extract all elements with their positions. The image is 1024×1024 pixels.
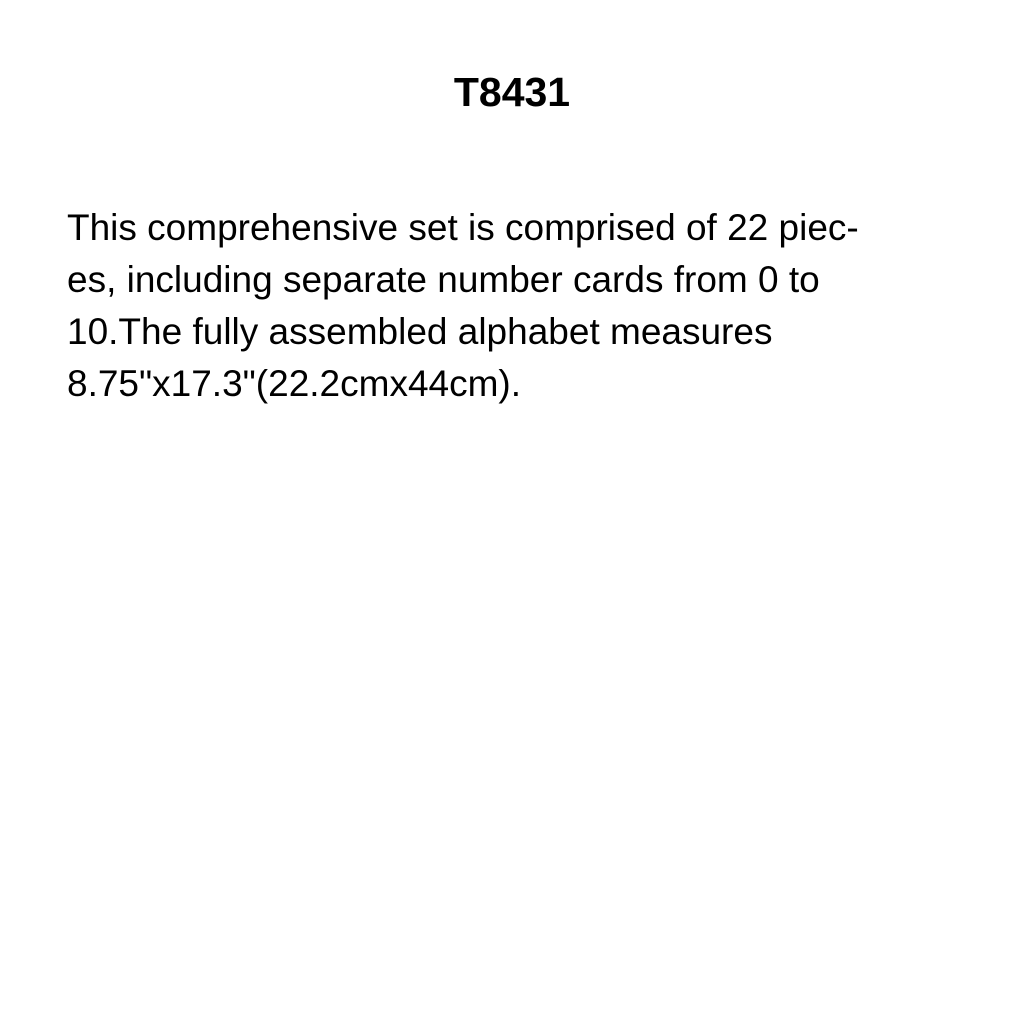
product-code-title: T8431 <box>453 69 571 115</box>
description-line-4: 8.75"x17.3"(22.2cmx44cm). <box>67 363 522 404</box>
description-line-1: This comprehensive set is comprised of 22 piec- <box>67 207 859 248</box>
description-line-2: es, including separate number cards from 0 to <box>67 259 820 300</box>
product-description <box>67 202 967 410</box>
description-line-3: 10.The fully assembled alphabet measures <box>67 311 773 352</box>
